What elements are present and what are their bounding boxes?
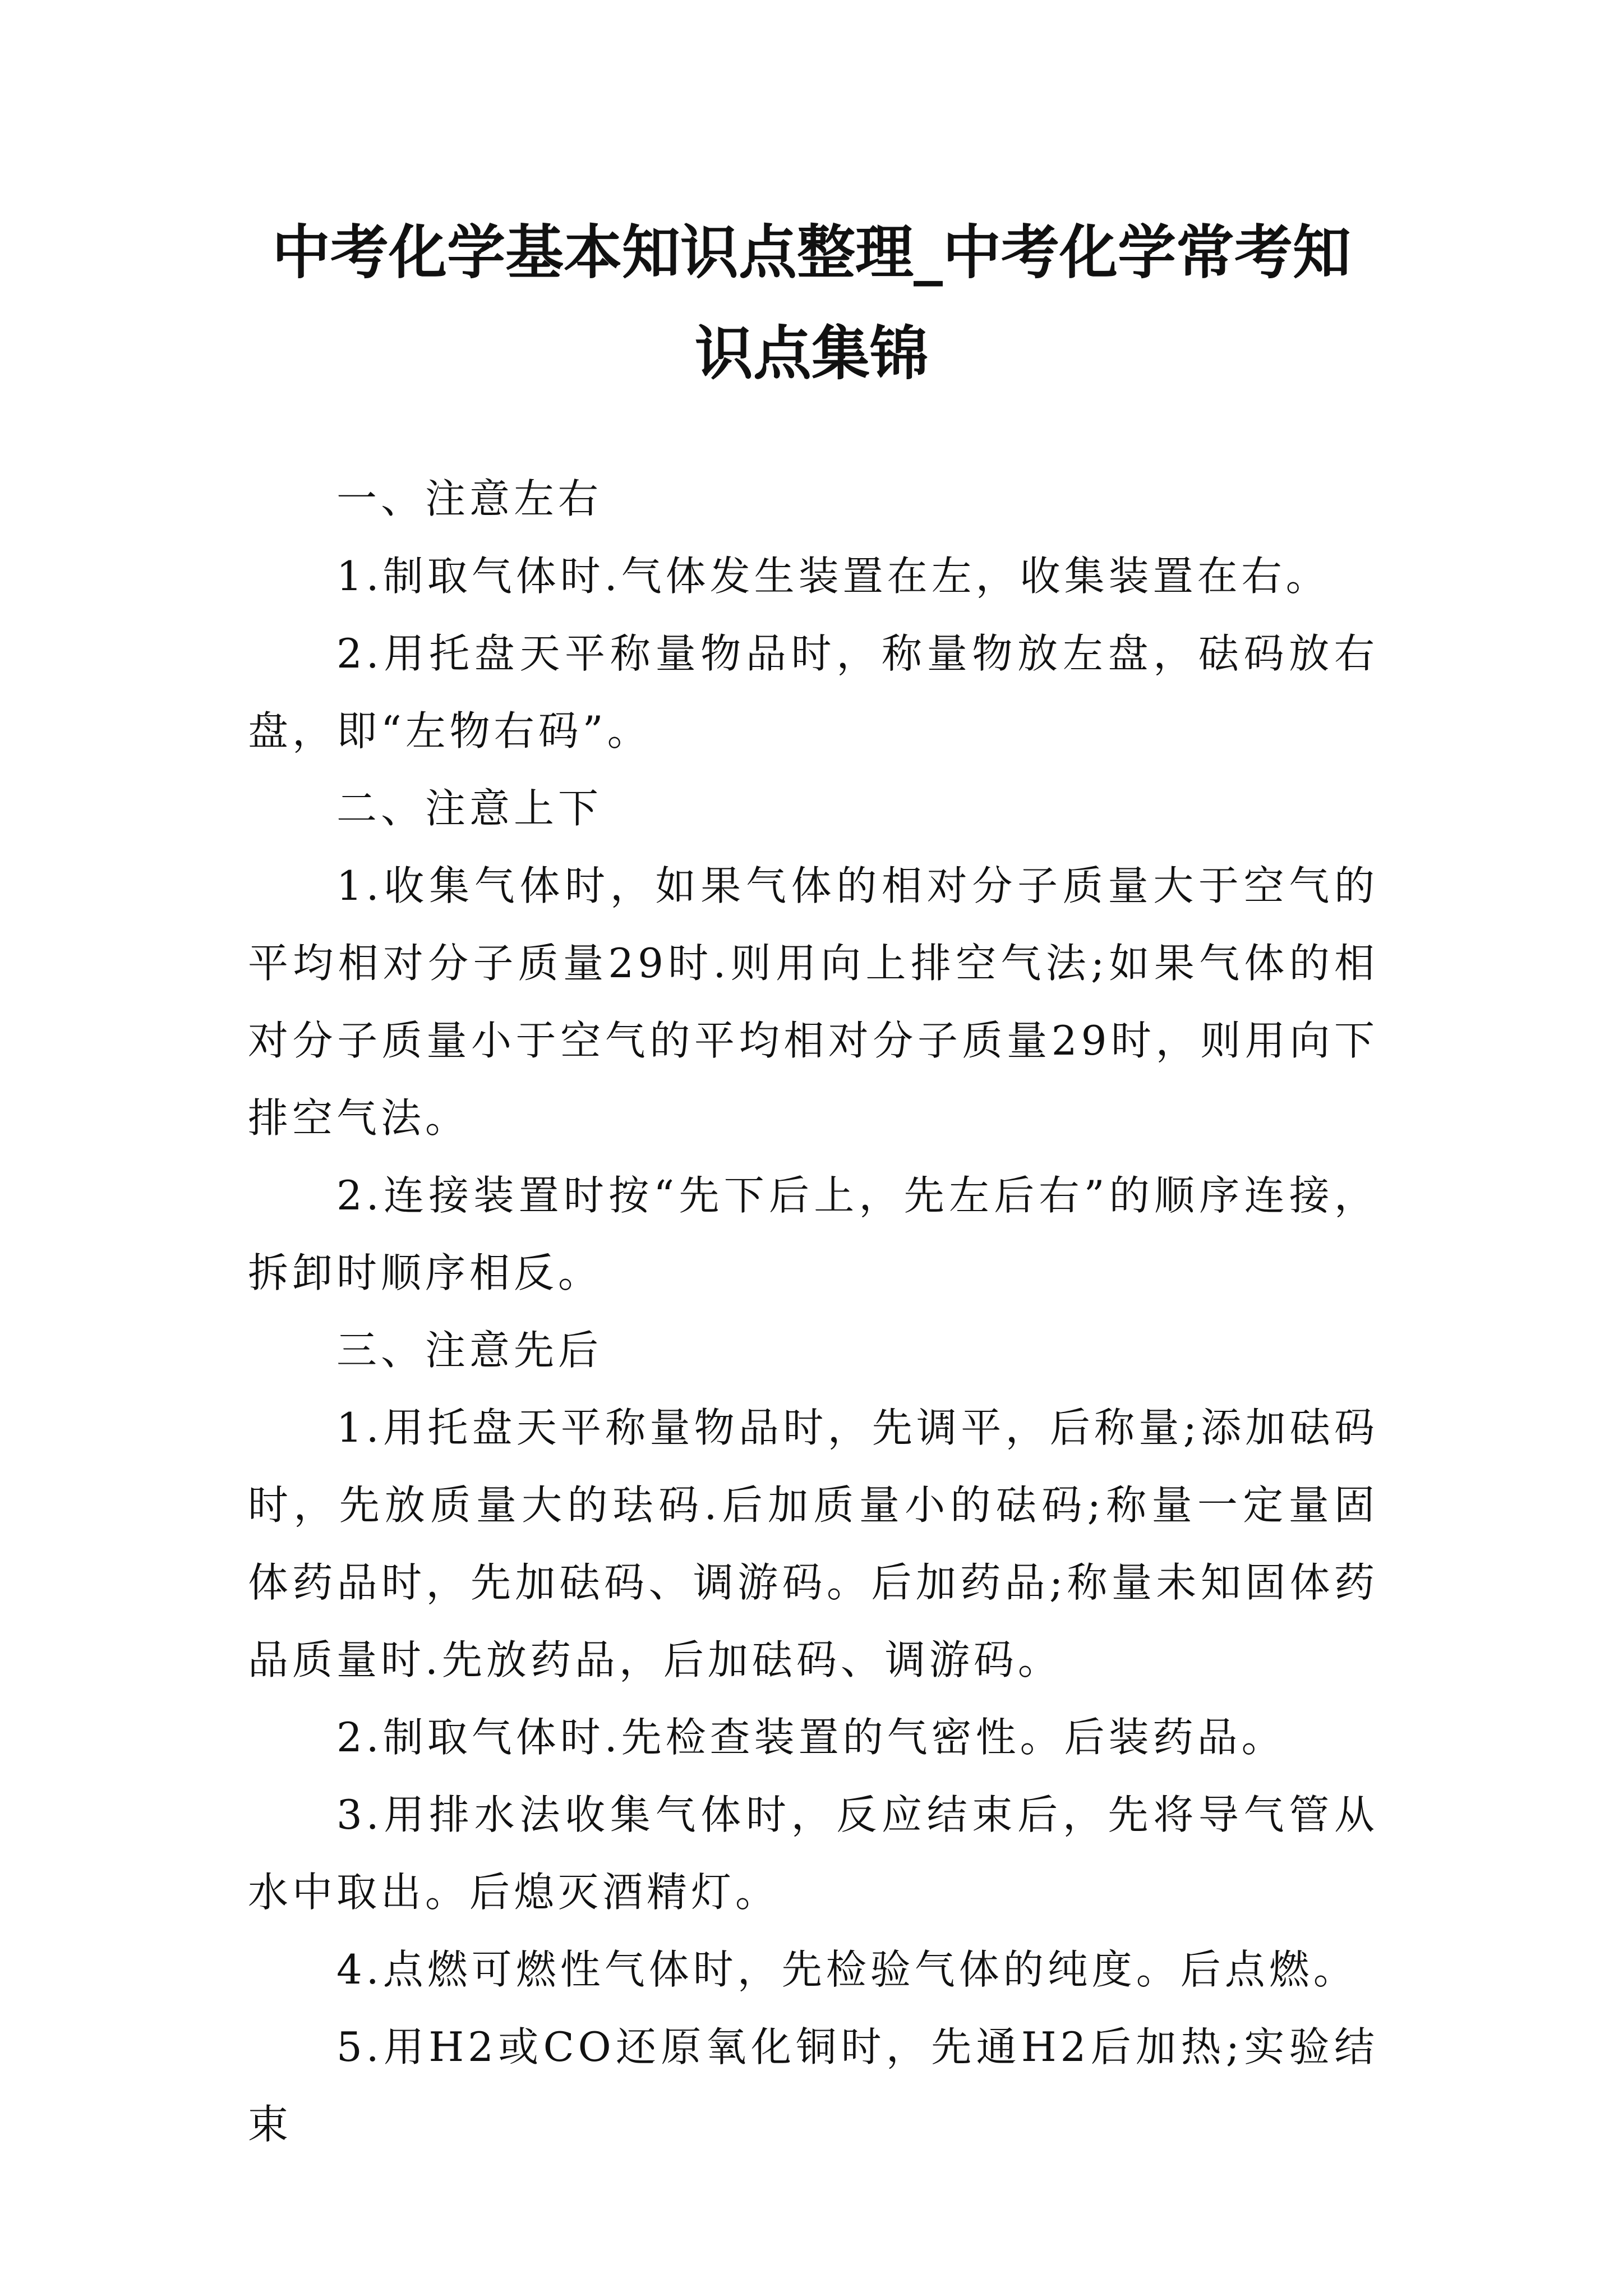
document-title	[213, 202, 1410, 404]
title-line-1: 中考化学基本知识点整理_中考化学常考知	[271, 218, 1351, 287]
paragraph: 1.收集气体时，如果气体的相对分子质量大于空气的平均相对分子质量29时.则用向上排空气法;如果气体的相对分子质量小于空气的平均相对分子质量29时，则用向下排空气法。	[248, 862, 1378, 1142]
paragraph: 3.用排水法收集气体时，反应结束后，先将导气管从水中取出。后熄灭酒精灯。	[248, 1791, 1378, 1916]
paragraph: 1.用托盘天平称量物品时，先调平，后称量;添加砝码时，先放质量大的珐码.后加质量小的砝码;称量一定量固体药品时，先加砝码、调游码。后加药品;称量未知固体药品质量时.先放药品，后加砝码、调游码。	[248, 1404, 1378, 1683]
paragraph: 2.制取气体时.先检查装置的气密性。后装药品。	[336, 1714, 1286, 1761]
paragraph: 2.用托盘天平称量物品时，称量物放左盘，砝码放右盘，即“左物右码”。	[248, 630, 1378, 754]
section-heading-left-right: 一、注意左右	[336, 475, 603, 522]
paragraph: 1.制取气体时.气体发生装置在左，收集装置在右。	[336, 553, 1330, 600]
document-body	[248, 460, 1378, 2163]
section-heading-up-down: 二、注意上下	[336, 785, 603, 832]
paragraph: 5.用H2或CO还原氧化铜时，先通H2后加热;实验结束	[248, 2023, 1378, 2148]
paragraph: 4.点燃可燃性气体时，先检验气体的纯度。后点燃。	[336, 1946, 1358, 1993]
section-heading-order: 三、注意先后	[336, 1327, 603, 1374]
paragraph: 2.连接装置时按“先下后上，先左后右”的顺序连接，拆卸时顺序相反。	[248, 1172, 1378, 1296]
title-line-2: 识点集锦	[694, 319, 928, 388]
